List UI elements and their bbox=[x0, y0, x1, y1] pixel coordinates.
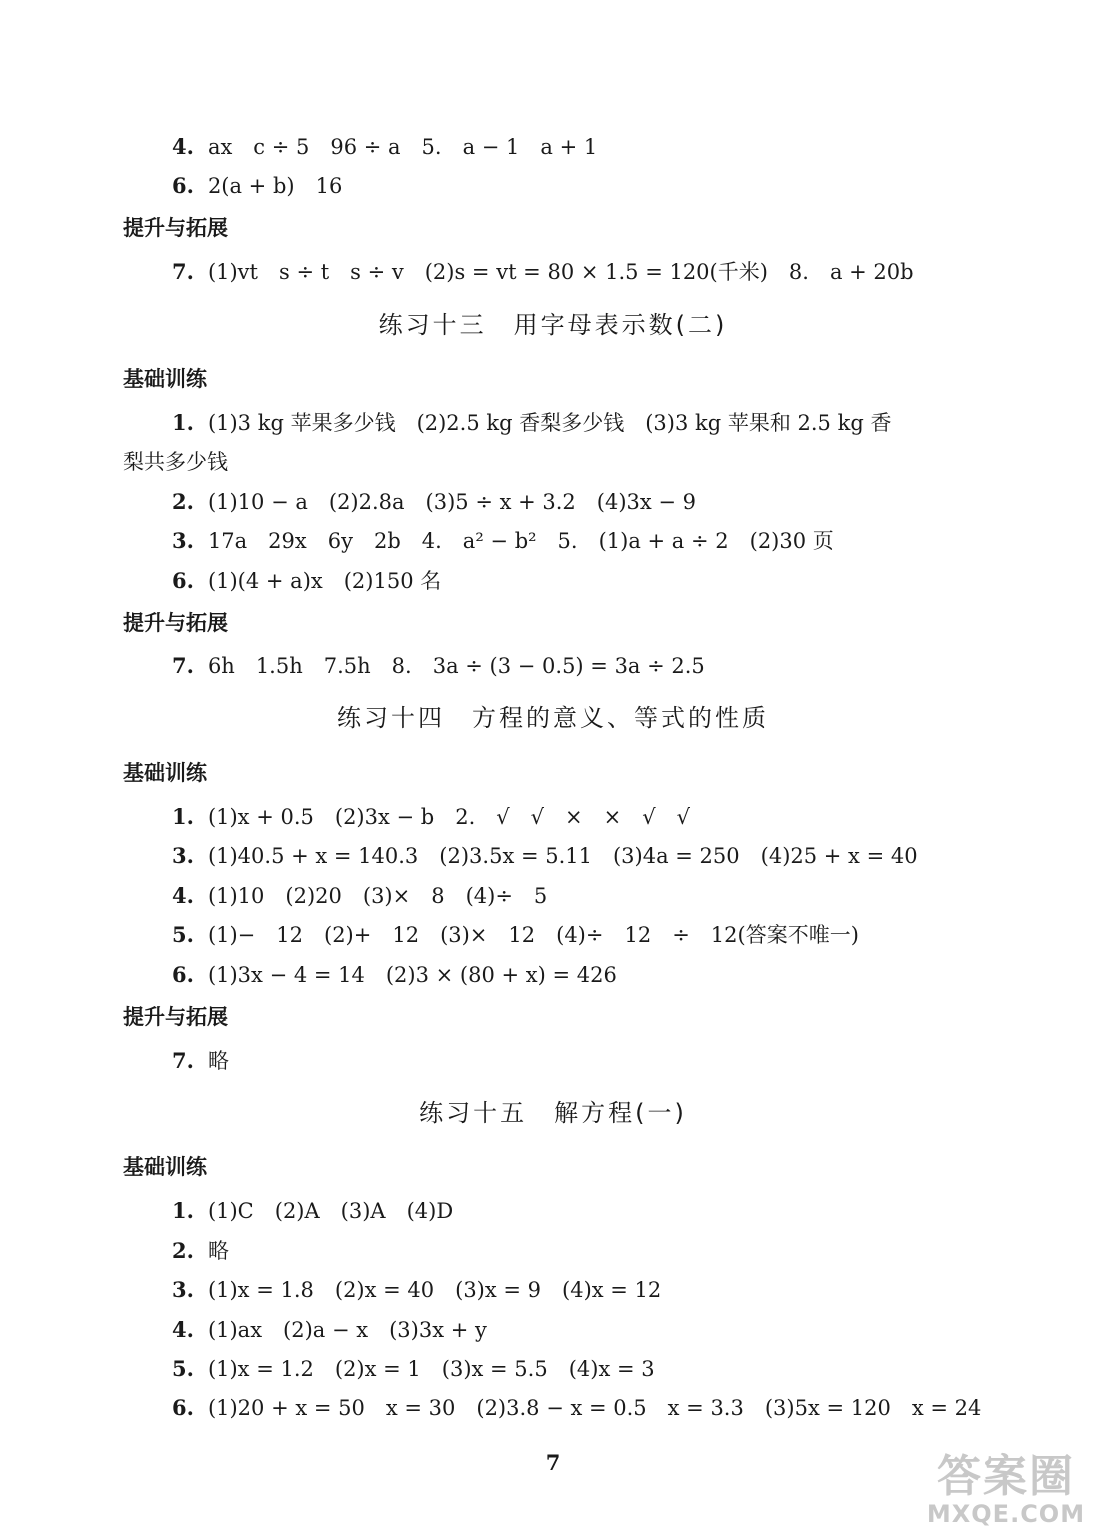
answer-text: 6h 1.5h 7.5h 8. 3a ÷ (3 − 0.5) = 3a ÷ 2.5 bbox=[207, 654, 705, 678]
watermark-url: MXQE.COM bbox=[926, 1500, 1086, 1528]
page-number: 7 bbox=[545, 1450, 561, 1475]
answer-line-1-continued: 梨共多少钱 bbox=[123, 450, 228, 474]
answer-line-1 bbox=[172, 802, 1046, 832]
watermark-logo bbox=[916, 1440, 1096, 1530]
answer-line-3 bbox=[172, 841, 1046, 871]
item-number: 1. bbox=[172, 1198, 194, 1223]
answer-text: (1)x = 1.8 (2)x = 40 (3)x = 9 (4)x = 12 bbox=[207, 1278, 662, 1302]
answer-line-5 bbox=[172, 1354, 1046, 1384]
answer-line-2 bbox=[172, 1236, 1046, 1266]
section-heading-extension: 提升与拓展 bbox=[123, 611, 228, 635]
answer-text: (1)C (2)A (3)A (4)D bbox=[207, 1199, 454, 1223]
watermark-title: 答案圈 bbox=[937, 1451, 1075, 1502]
answer-text: ax c ÷ 5 96 ÷ a 5. a − 1 a + 1 bbox=[207, 135, 598, 159]
answer-line-7 bbox=[172, 651, 1046, 681]
answer-line-1 bbox=[172, 408, 1046, 438]
answer-text: (1)3x − 4 = 14 (2)3 × (80 + x) = 426 bbox=[207, 963, 617, 987]
item-number: 2. bbox=[172, 489, 194, 514]
answer-text: (1)40.5 + x = 140.3 (2)3.5x = 5.11 (3)4a = 250 (4)25 + x = 40 bbox=[207, 844, 918, 868]
item-number: 7. bbox=[172, 653, 194, 678]
answer-line-2 bbox=[172, 487, 1046, 517]
item-number: 3. bbox=[172, 1277, 194, 1302]
section-heading-extension: 提升与拓展 bbox=[123, 216, 228, 240]
answer-line-4 bbox=[172, 881, 1046, 911]
answer-text: 略 bbox=[207, 1239, 229, 1263]
answer-text: 17a 29x 6y 2b 4. a² − b² 5. (1)a + a ÷ 2 (2)30 页 bbox=[207, 529, 834, 553]
section-heading-basic: 基础训练 bbox=[123, 1155, 207, 1179]
item-number: 1. bbox=[172, 410, 194, 435]
item-number: 1. bbox=[172, 804, 194, 829]
answer-line-6 bbox=[172, 1393, 1046, 1423]
answer-text: (1)3 kg 苹果多少钱 (2)2.5 kg 香梨多少钱 (3)3 kg 苹果和 2.5 kg 香 bbox=[207, 411, 892, 435]
answer-line-6 bbox=[172, 171, 1046, 201]
answer-line-4 bbox=[172, 1315, 1046, 1345]
answer-text: (1)x = 1.2 (2)x = 1 (3)x = 5.5 (4)x = 3 bbox=[207, 1357, 655, 1381]
answer-line-3 bbox=[172, 526, 1046, 556]
exercise-title-14: 练习十四 方程的意义、等式的性质 bbox=[337, 704, 769, 732]
item-number: 4. bbox=[172, 883, 194, 908]
answer-text: (1)10 (2)20 (3)× 8 (4)÷ 5 bbox=[207, 884, 548, 908]
answer-line-7 bbox=[172, 1046, 1046, 1076]
answer-text: (1)20 + x = 50 x = 30 (2)3.8 − x = 0.5 x = 3.3 (3)5x = 120 x = 24 bbox=[207, 1396, 982, 1420]
answer-line-5 bbox=[172, 920, 1046, 950]
item-number: 4. bbox=[172, 1317, 194, 1342]
item-number: 4. bbox=[172, 134, 194, 159]
answer-text: (1)10 − a (2)2.8a (3)5 ÷ x + 3.2 (4)3x − 9 bbox=[207, 490, 697, 514]
section-heading-basic: 基础训练 bbox=[123, 367, 207, 391]
answer-text: (1)− 12 (2)+ 12 (3)× 12 (4)÷ 12 ÷ 12(答案不唯一) bbox=[207, 923, 859, 947]
item-number: 6. bbox=[172, 962, 194, 987]
item-number: 7. bbox=[172, 1048, 194, 1073]
item-number: 6. bbox=[172, 568, 194, 593]
item-number: 5. bbox=[172, 1356, 194, 1381]
item-number: 5. bbox=[172, 922, 194, 947]
answer-line-7 bbox=[172, 257, 1046, 287]
answer-line-6 bbox=[172, 566, 1046, 596]
answer-text: (1)x + 0.5 (2)3x − b 2. √ √ × × √ √ bbox=[207, 805, 690, 829]
item-number: 2. bbox=[172, 1238, 194, 1263]
exercise-title-13: 练习十三 用字母表示数(二) bbox=[378, 311, 728, 339]
item-number: 3. bbox=[172, 528, 194, 553]
answer-line-3 bbox=[172, 1275, 1046, 1305]
answer-text: 略 bbox=[207, 1049, 229, 1073]
section-heading-extension: 提升与拓展 bbox=[123, 1005, 228, 1029]
answer-text: (1)ax (2)a − x (3)3x + y bbox=[207, 1318, 487, 1342]
item-number: 6. bbox=[172, 173, 194, 198]
exercise-title-15: 练习十五 解方程(一) bbox=[419, 1099, 687, 1127]
answer-line-4 bbox=[172, 132, 1046, 162]
answer-text: 2(a + b) 16 bbox=[207, 174, 343, 198]
item-number: 6. bbox=[172, 1395, 194, 1420]
answer-line-1 bbox=[172, 1196, 1046, 1226]
item-number: 7. bbox=[172, 259, 194, 284]
answer-line-6 bbox=[172, 960, 1046, 990]
answer-text: (1)vt s ÷ t s ÷ v (2)s = vt = 80 × 1.5 = 120(千米) 8. a + 20b bbox=[207, 260, 914, 284]
section-heading-basic: 基础训练 bbox=[123, 761, 207, 785]
answer-text: (1)(4 + a)x (2)150 名 bbox=[207, 569, 442, 593]
item-number: 3. bbox=[172, 843, 194, 868]
